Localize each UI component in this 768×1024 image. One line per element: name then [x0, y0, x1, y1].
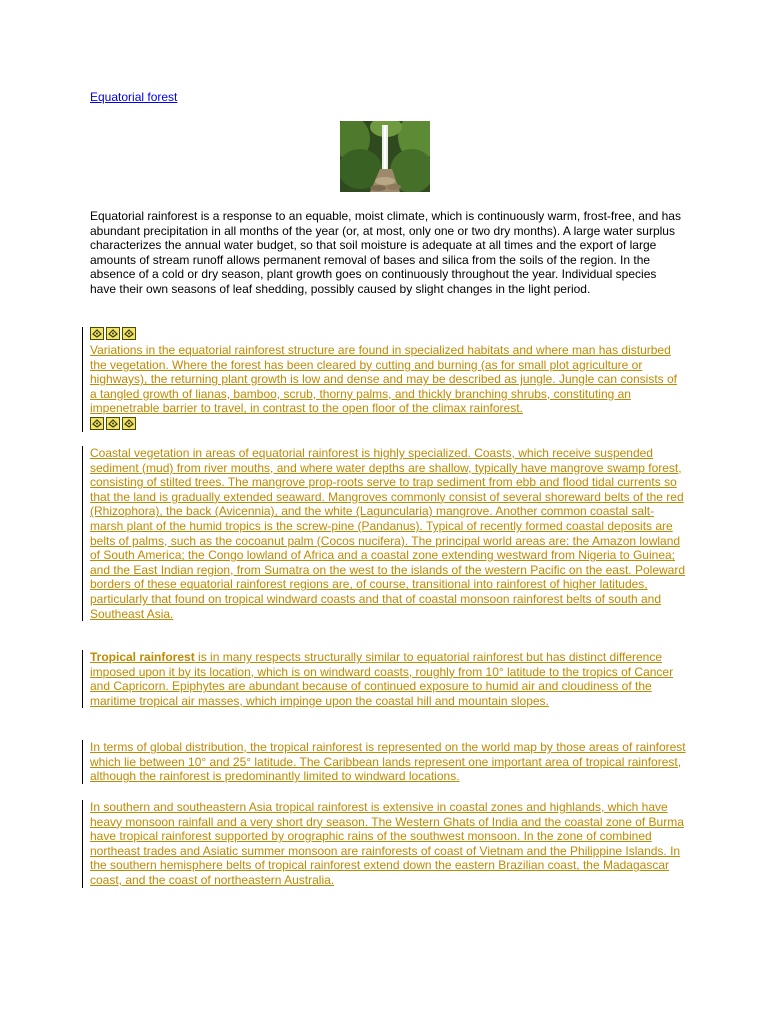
section-block-3: [82, 650, 686, 708]
section-text[interactable]: In terms of global distribution, the tropical rainforest is represented on the world map by those areas of rainforest which lie between 10° and 25° latitude. The Caribbean lands represent one important area of tropical rainforest, although the rainforest is predominantly limited to windward locations.: [90, 740, 686, 784]
tag-icon[interactable]: [106, 417, 120, 430]
tag-icon[interactable]: [90, 327, 104, 340]
equatorial-forest-link[interactable]: Equatorial forest: [90, 90, 178, 104]
section-text[interactable]: [90, 650, 686, 708]
waterfall-image: [340, 121, 430, 192]
section-text[interactable]: In southern and southeastern Asia tropical rainforest is extensive in coastal zones and highlands, which have heavy monsoon rainfall and a very short dry season. The Western Ghats of India and the coastal zone of Burma have tropical rainforest supported by orographic rains of the southwest monsoon. In the zone of combined northeast trades and Asiatic summer monsoon are rainforests of coast of Vietnam and the Philippine Islands. In the southern hemisphere belts of tropical rainforest extend down the eastern Brazilian coast, the Madagascar coast, and the coast of northeastern Australia.: [90, 800, 684, 887]
section-text[interactable]: Coastal vegetation in areas of equatorial rainforest is highly specialized. Coasts, which receive suspended sediment (mud) from river mouths, and where water depths are shallow, typically have mangrove swamp forest, consisting of stilted trees. The mangrove prop-roots serve to trap sediment from ebb and flood tidal currents so that the land is gradually extended seaward. Mangroves commonly consist of several shoreward belts of the red (Rhizophora), the back (Avicennia), and the white (Laguncularia) mangrove. Another common coastal salt-marsh plant of the humid tropics is the screw-pine (Pandanus). Typical of recently formed coastal deposits are belts of palms, such as the cocoanut palm (Cocos nucifera). The principal world areas are: the Amazon lowland of South America; the Congo lowland of Africa and a coastal zone extending westward from Nigeria to Guinea; and the East Indian region, from Sumatra on the west to the islands of the western Pacific on the east. Poleward borders of these equatorial rainforest regions are, of course, transitional into rainforest of higher latitudes, particularly that found on tropical windward coasts and that of coastal monsoon rainforest belts of south and Southeast Asia.: [90, 446, 686, 621]
icon-row-bottom: [90, 417, 686, 432]
section-text[interactable]: Variations in the equatorial rainforest structure are found in specialized habitats and where man has disturbed the vegetation. Where the forest has been cleared by cutting and burning (as for small plot agriculture or highways), the returning plant growth is low and dense and may be described as jungle. Jungle can consists of a tangled growth of lianas, bamboo, scrub, thorny palms, and thickly branching shrubs, constituting an impenetrable barrier to travel, in contrast to the open floor of the climax rainforest.: [90, 343, 678, 416]
tag-icon[interactable]: [122, 327, 136, 340]
waterfall-rainforest-photo: [340, 121, 430, 192]
section-block-2: [82, 446, 686, 621]
section-block-5: [82, 800, 686, 888]
section-block-1: [82, 327, 686, 432]
tropical-rainforest-term: Tropical rainforest: [90, 650, 195, 664]
section-text-rest: is in many respects structurally similar to equatorial rainforest but has distinct difference imposed upon it by its location, which is on windward coasts, roughly from 10° latitude to the tropics of Cancer and Capricorn. Epiphytes are abundant because of continued exposure to humid air and cloudiness of the maritime tropical air masses, which impinge upon the coastal hill and mountain slopes.: [90, 650, 674, 708]
intro-paragraph: Equatorial rainforest is a response to an equable, moist climate, which is continuously warm, frost-free, and has abundant precipitation in all months of the year (or, at most, only one or two dry months). A large water surplus characterizes the annual water budget, so that soil moisture is adequate at all times and the export of large amounts of stream runoff allows permanent removal of bases and silica from the soils of the region. In the absence of a cold or dry season, plant growth goes on continuously throughout the year. Individual species have their own seasons of leaf shedding, possibly caused by slight changes in the light period.: [90, 209, 681, 296]
icon-row-top: [90, 327, 686, 342]
tag-icon[interactable]: [106, 327, 120, 340]
tag-icon[interactable]: [90, 417, 104, 430]
section-block-4: [82, 740, 686, 784]
tag-icon[interactable]: [122, 417, 136, 430]
